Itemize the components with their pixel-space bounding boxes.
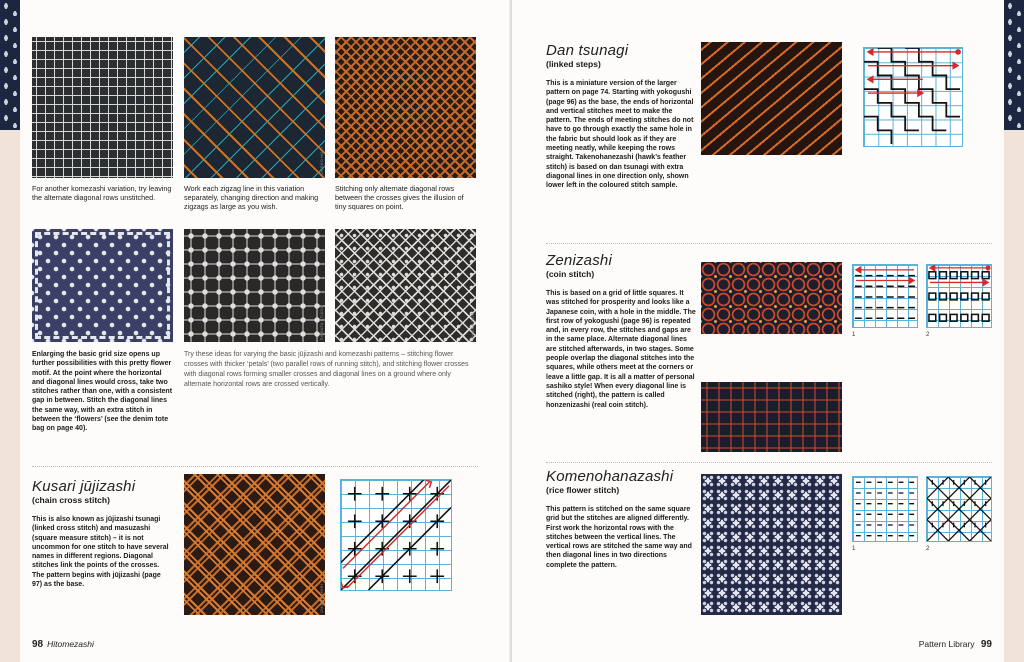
figure-number: 1 bbox=[852, 332, 856, 338]
section-divider bbox=[32, 466, 478, 467]
page-footer-left bbox=[32, 639, 94, 650]
section-title-dan-tsunagi: Dan tsunagi bbox=[546, 42, 629, 59]
left-page bbox=[20, 0, 512, 662]
page-number: 99 bbox=[980, 639, 992, 650]
swatch-honzenizashi bbox=[701, 382, 842, 452]
diagram-kusari bbox=[340, 479, 452, 591]
komenohanazashi-step1-diagram bbox=[853, 477, 917, 541]
photo-credit: CHIEKO HORI bbox=[319, 147, 324, 176]
swatch-dan-tsunagi bbox=[701, 42, 842, 155]
swatch-grey-flower bbox=[184, 229, 325, 342]
section-title-komenohanazashi: Komenohanazashi bbox=[546, 468, 674, 485]
caption-zigzag: Work each zigzag line in this variation separately, changing direction and making zigzags as large as you wish. bbox=[184, 184, 319, 212]
figure-number: 2 bbox=[926, 332, 930, 338]
caption-grey-cross: For another komezashi variation, try leaving the alternate diagonal rows unstitched. bbox=[32, 184, 172, 203]
swatch-denim-flower bbox=[32, 229, 173, 342]
left-page-edge bbox=[0, 0, 20, 662]
section-body-kusari: This is also known as jūjizashi tsunagi (linked cross stitch) and masuzashi (square measure stitch) – it is not uncommon for one stitch to have several names in different regions. Diagonal stitches link the points of the crosses. The pattern begins with jūjizashi (page 97) as the base. bbox=[32, 516, 169, 589]
dan-tsunagi-stitch-diagram bbox=[864, 48, 962, 146]
photo-credit: SHIBATA STUDIO bbox=[319, 304, 324, 340]
diagram-zenizashi-step-1 bbox=[852, 264, 918, 328]
diagram-komenohanazashi-step-2 bbox=[926, 476, 992, 542]
right-page-edge bbox=[1004, 0, 1024, 662]
diagram-zenizashi-step-2 bbox=[926, 264, 992, 328]
kusari-stitch-diagram bbox=[341, 480, 451, 590]
right-page bbox=[512, 0, 1004, 662]
section-divider bbox=[546, 243, 992, 244]
komenohanazashi-step2-diagram bbox=[927, 477, 991, 541]
swatch-kusari bbox=[184, 474, 325, 615]
section-subtitle-dan-tsunagi: (linked steps) bbox=[546, 59, 601, 69]
page-number: 98 bbox=[32, 639, 44, 650]
left-edge-fabric-pattern bbox=[0, 0, 20, 130]
section-divider bbox=[546, 462, 992, 463]
photo-credit: CHIEKO HORI bbox=[319, 584, 324, 613]
swatch-orange-diamond bbox=[335, 37, 476, 178]
section-subtitle-kusari: (chain cross stitch) bbox=[32, 495, 110, 505]
section-body-komenohanazashi: This pattern is stitched on the same square grid but the stitches are aligned differently. First work the horizontal rows with the stitches between the vertical lines. The vertical rows are stitched the same way and then diagonal lines in two directions complete the pattern. bbox=[546, 506, 692, 569]
section-title-kusari: Kusari jūjizashi bbox=[32, 478, 136, 495]
running-head: Hitomezashi bbox=[47, 639, 94, 649]
photo-credit: CHIEKO HORI bbox=[470, 311, 475, 340]
swatch-grey-cross bbox=[32, 37, 173, 178]
swatch-zenizashi bbox=[701, 262, 842, 334]
figure-number: 2 bbox=[926, 546, 930, 552]
diagram-dan-tsunagi bbox=[863, 47, 963, 147]
swatch-komenohanazashi bbox=[701, 474, 842, 615]
figure-number: 1 bbox=[852, 546, 856, 552]
swatch-zigzag bbox=[184, 37, 325, 178]
caption-orange-diamond: Stitching only alternate diagonal rows between the crosses gives the illusion of tiny squares on point. bbox=[335, 184, 464, 212]
section-body-dan-tsunagi: This is a miniature version of the larger pattern on page 74. Starting with yokogushi (page 96) as the base, the ends of horizontal and vertical stitches meet to make the pattern. The ends of meeting stitches do not have to go through exactly the same hole in the fabric but should look as if they are meeting neatly, while keeping the rows straight. Takenohanezashi (hawk’s feather stitch) is based on dan tsunagi with extra diagonal lines in one direction only, shown lower left in the coloured stitch sample. bbox=[546, 80, 694, 190]
page-footer-right bbox=[919, 639, 992, 650]
section-subtitle-zenizashi: (coin stitch) bbox=[546, 269, 595, 279]
section-subtitle-komenohanazashi: (rice flower stitch) bbox=[546, 485, 620, 495]
section-title-zenizashi: Zenizashi bbox=[546, 252, 612, 269]
section-body-zenizashi: This is based on a grid of little squares. It was stitched for prosperity and looks like a Japanese coin, with a hole in the middle. The first row of yokogushi (page 96) is repeated and, in every row, the stitches and gaps are in the same place. Alternate diagonal lines are stitched afterwards, in two stages. Some people overlap the diagonal stitches into the squares, while others meet at the corners or leave a little gap. It is all a matter of personal sashiko style! When every diagonal line is stitched (right), the pattern is called honzenizashi (real coin stitch). bbox=[546, 290, 696, 409]
caption-denim: Enlarging the basic grid size opens up further possibilities with this pretty flower motif. At the point where the horizontal and diagonal lines would cross, take two stitches rather than one, with a consistent gap in between. Stitch the diagonal lines the same way, with an extra stitch in between the ‘flowers’ (see the denim tote bag on page 40). bbox=[32, 351, 173, 433]
diagram-komenohanazashi-step-1 bbox=[852, 476, 918, 542]
right-edge-fabric-pattern bbox=[1004, 0, 1024, 130]
caption-ideas: Try these ideas for varying the basic jūjizashi and komezashi patterns – stitching flower crosses with thicker ‘petals’ (two parallel rows of running stitch), and stitching flower crosses with diagonal rows forming smaller crosses and diagonal lines on a ground where only alternate horizontal rows are crossed vertically. bbox=[184, 351, 469, 388]
swatch-grey-diagonal bbox=[335, 229, 476, 342]
zenizashi-step2-diagram bbox=[927, 265, 991, 327]
zenizashi-step1-diagram bbox=[853, 265, 917, 327]
running-head: Pattern Library bbox=[918, 639, 975, 649]
